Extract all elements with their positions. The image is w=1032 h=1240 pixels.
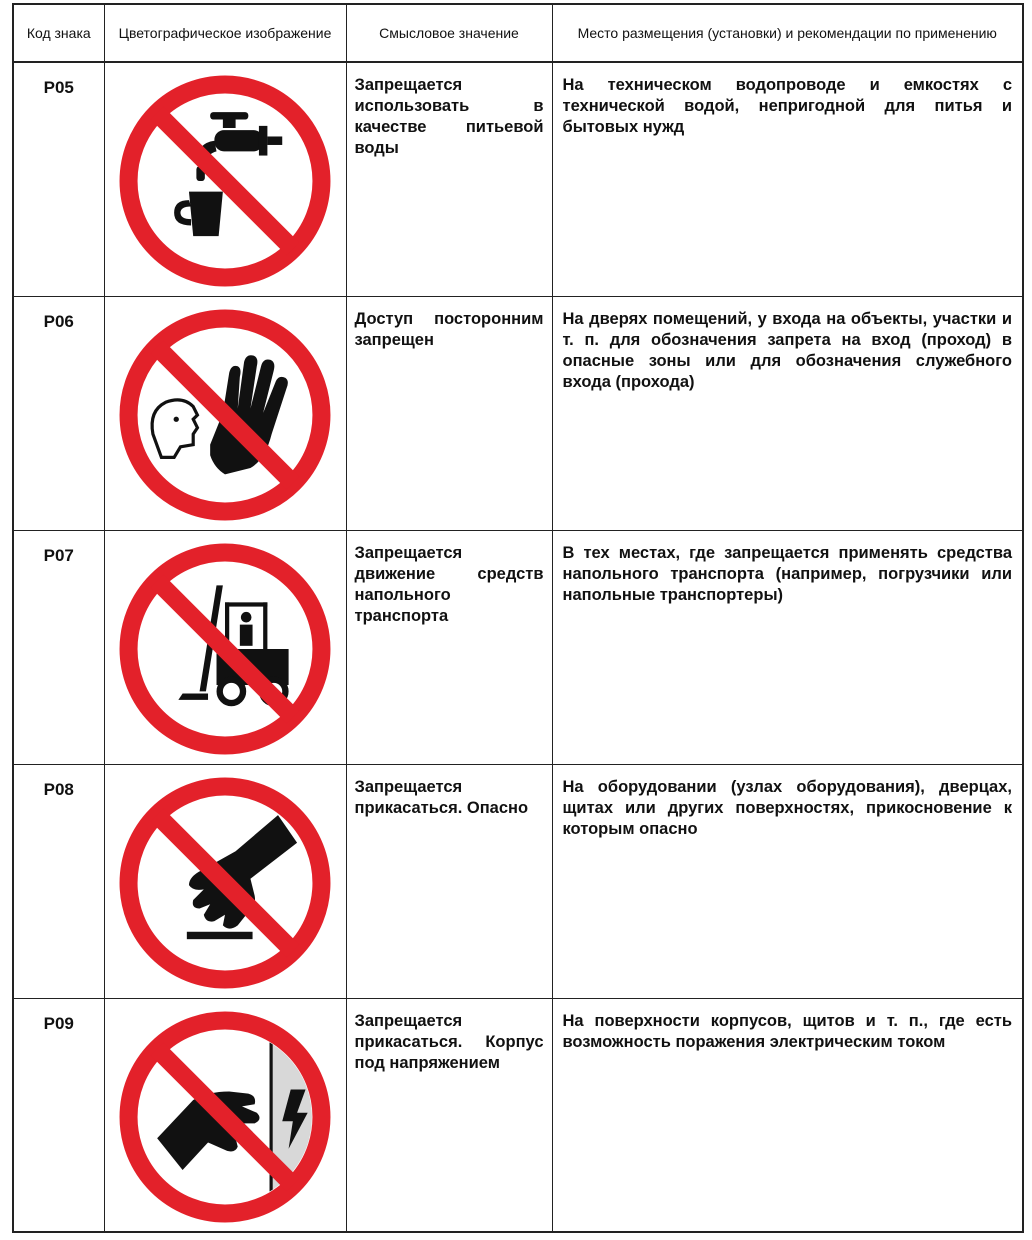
- table-row: [13, 764, 1023, 998]
- header-image: Цветографическое изображение: [104, 4, 346, 62]
- sign-meaning: Доступ посторонним запрещен: [346, 296, 552, 530]
- sign-placement: На поверхности корпусов, щитов и т. п., где есть возможность поражения электрическим током: [552, 998, 1023, 1232]
- sign-image-cell: [104, 764, 346, 998]
- sign-image-cell: [104, 530, 346, 764]
- table-row: [13, 62, 1023, 296]
- sign-code: P07: [13, 530, 104, 764]
- sign-placement: В тех местах, где запрещается применять средства напольного транспорта (например, погрузчики или напольные транспортеры): [552, 530, 1023, 764]
- do-not-touch-live-housing-sign-icon: [119, 1011, 331, 1223]
- sign-image-cell: [104, 998, 346, 1232]
- sign-code: P08: [13, 764, 104, 998]
- prohibition-signs-table: [12, 3, 1024, 1233]
- table-row: [13, 530, 1023, 764]
- sign-code: P05: [13, 62, 104, 296]
- sign-placement: На дверях помещений, у входа на объекты, участки и т. п. для обозначения запрета на вход (проход) в опасные зоны или для обозначения служебного входа (прохода): [552, 296, 1023, 530]
- table-row: [13, 998, 1023, 1232]
- header-code: Код знака: [13, 4, 104, 62]
- sign-meaning: Запрещается использовать в качестве питьевой воды: [346, 62, 552, 296]
- no-drinking-water-sign-icon: [119, 75, 331, 287]
- header-placement: Место размещения (установки) и рекомендации по применению: [552, 4, 1023, 62]
- table-row: [13, 296, 1023, 530]
- sign-placement: На техническом водопроводе и емкостях с технической водой, непригодной для питья и бытовых нужд: [552, 62, 1023, 296]
- no-forklift-sign-icon: [119, 543, 331, 755]
- sign-code: P09: [13, 998, 104, 1232]
- no-unauthorized-access-sign-icon: [119, 309, 331, 521]
- sign-placement: На оборудовании (узлах оборудования), дверцах, щитах или других поверхностях, прикосновение к которым опасно: [552, 764, 1023, 998]
- do-not-touch-sign-icon: [119, 777, 331, 989]
- sign-image-cell: [104, 62, 346, 296]
- sign-code: P06: [13, 296, 104, 530]
- sign-image-cell: [104, 296, 346, 530]
- sign-meaning: Запрещается движение средств напольного транспорта: [346, 530, 552, 764]
- sign-meaning: Запрещается прикасаться. Корпус под напряжением: [346, 998, 552, 1232]
- header-meaning: Смысловое значение: [346, 4, 552, 62]
- table-header-row: [13, 4, 1023, 62]
- sign-meaning: Запрещается прикасаться. Опасно: [346, 764, 552, 998]
